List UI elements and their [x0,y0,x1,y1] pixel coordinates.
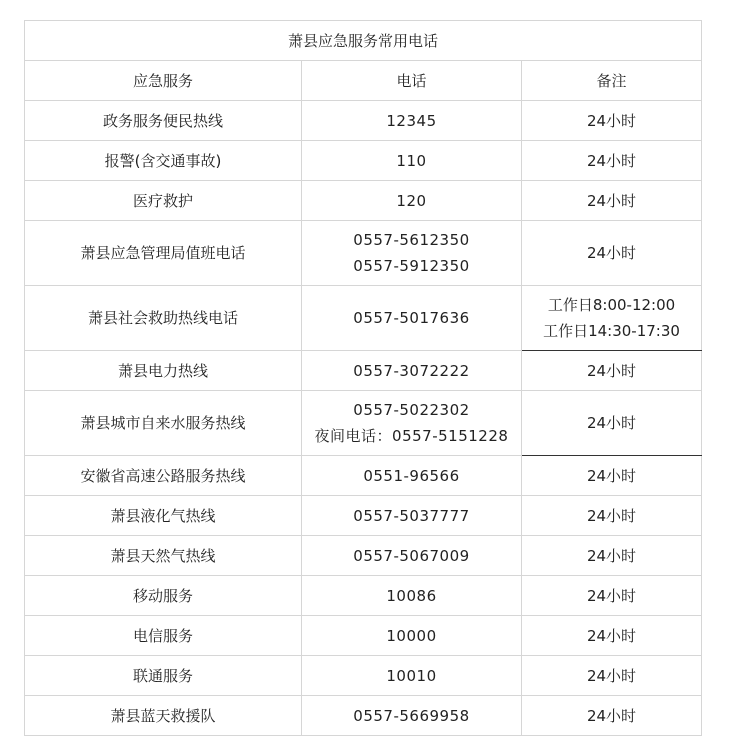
table-row [25,181,702,221]
service-cell: 萧县应急管理局值班电话 [25,221,302,286]
table-row [25,456,702,496]
service-cell: 萧县液化气热线 [25,496,302,536]
phone-cell: 10086 [302,576,522,616]
note-cell: 24小时 [522,656,702,696]
table-row [25,101,702,141]
phone-cell: 10000 [302,616,522,656]
table-row [25,616,702,656]
note-cell: 24小时 [522,141,702,181]
note-cell: 24小时 [522,391,702,456]
phone-line: 0557-5612350 [353,231,470,249]
phone-cell: 12345 [302,101,522,141]
table-row [25,496,702,536]
phone-line: 0557-5022302 [353,401,470,419]
table-row [25,576,702,616]
phone-cell: 0557-3072222 [302,351,522,391]
service-cell: 萧县蓝天救援队 [25,696,302,736]
header-row [25,61,702,101]
table-row [25,221,702,286]
phone-cell: 0557-5037777 [302,496,522,536]
note-cell: 24小时 [522,616,702,656]
phone-cell: 110 [302,141,522,181]
phone-cell: 0557-5669958 [302,696,522,736]
header-phone: 电话 [302,61,522,101]
note-cell: 24小时 [522,496,702,536]
note-cell: 24小时 [522,456,702,496]
note-cell: 24小时 [522,536,702,576]
phone-cell [302,391,522,456]
note-cell: 24小时 [522,221,702,286]
service-cell: 萧县城市自来水服务热线 [25,391,302,456]
header-service: 应急服务 [25,61,302,101]
table-row [25,696,702,736]
note-cell: 24小时 [522,576,702,616]
service-cell: 萧县天然气热线 [25,536,302,576]
service-cell: 联通服务 [25,656,302,696]
service-cell: 电信服务 [25,616,302,656]
service-cell: 报警(含交通事故) [25,141,302,181]
phone-cell: 0557-5017636 [302,286,522,351]
service-cell: 移动服务 [25,576,302,616]
phone-cell: 0551-96566 [302,456,522,496]
note-cell: 24小时 [522,696,702,736]
phone-cell: 0557-5067009 [302,536,522,576]
table-row [25,656,702,696]
phone-cell: 120 [302,181,522,221]
table-title: 萧县应急服务常用电话 [25,21,702,61]
phone-cell [302,221,522,286]
service-cell: 政务服务便民热线 [25,101,302,141]
note-line: 工作日14:30-17:30 [543,322,680,340]
note-cell: 24小时 [522,351,702,391]
note-line: 工作日8:00-12:00 [547,296,676,314]
note-cell: 24小时 [522,181,702,221]
note-cell [522,286,702,351]
phone-line: 夜间电话：0557-5151228 [314,427,509,445]
phone-directory [24,20,702,736]
table-row [25,536,702,576]
service-cell: 萧县电力热线 [25,351,302,391]
table-row [25,286,702,351]
phone-cell: 10010 [302,656,522,696]
header-note: 备注 [522,61,702,101]
table-row [25,141,702,181]
service-cell: 安徽省高速公路服务热线 [25,456,302,496]
service-cell: 医疗救护 [25,181,302,221]
emergency-phone-table [24,20,702,736]
service-cell: 萧县社会救助热线电话 [25,286,302,351]
phone-line: 0557-5912350 [353,257,470,275]
table-row [25,351,702,391]
note-cell: 24小时 [522,101,702,141]
table-row [25,391,702,456]
